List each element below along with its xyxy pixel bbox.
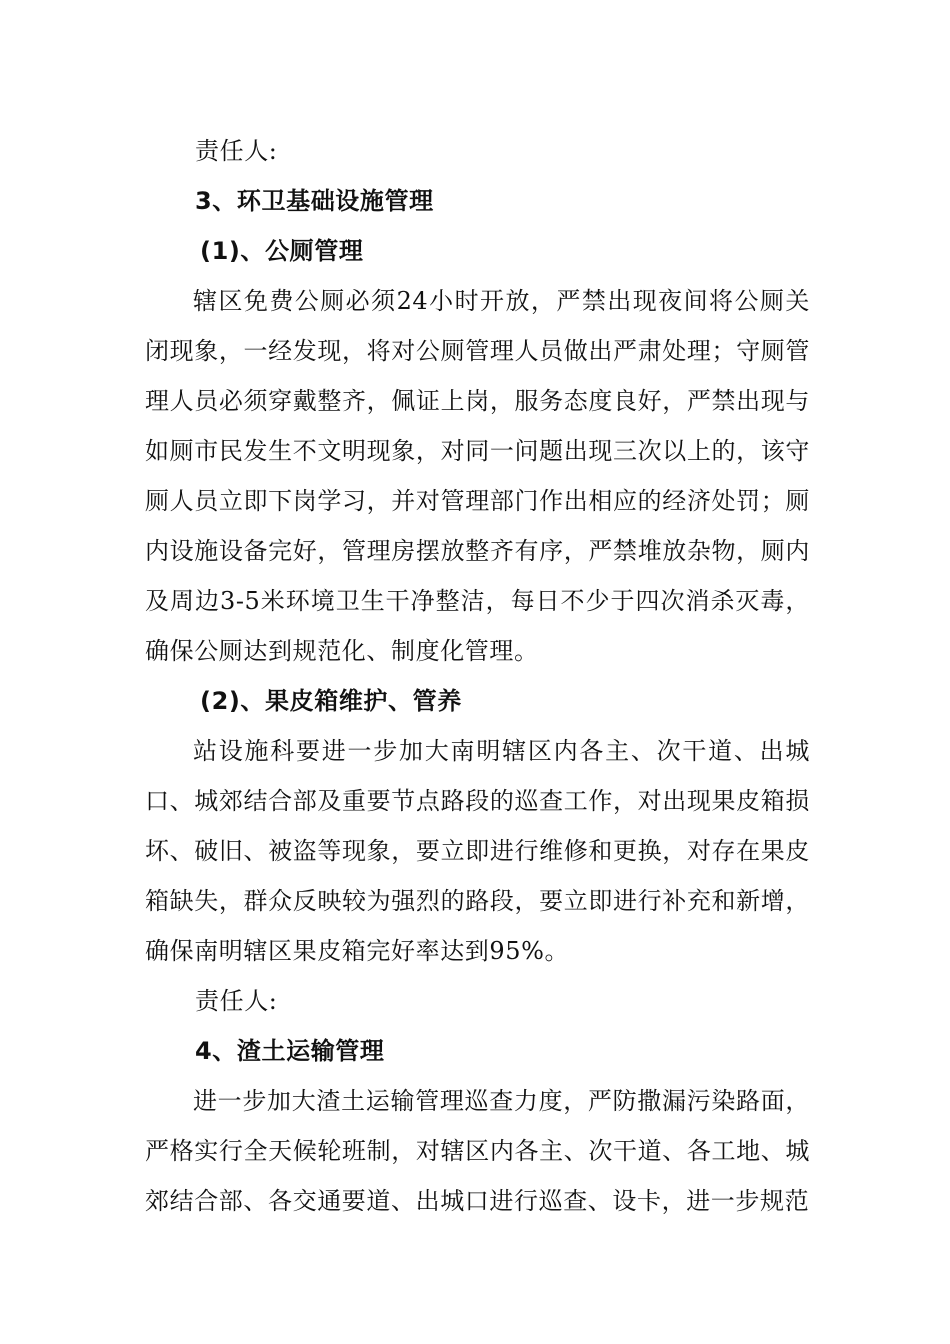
document-body [145, 126, 810, 1226]
section-heading-3: 3、环卫基础设施管理 [195, 187, 434, 215]
subsection-heading-2: (2)、果皮箱维护、管养 [200, 687, 462, 715]
responsible-person-label: 责任人: [195, 987, 278, 1015]
trash-bin-paragraph: 站设施科要进一步加大南明辖区内各主、次干道、出城口、城郊结合部及重要节点路段的巡查工作，对出现果皮箱损坏、破旧、被盗等现象，要立即进行维修和更换，对存在果皮箱缺失，群众反映较为强烈的路段，要立即进行补充和新增，确保南明辖区果皮箱完好率达到95%。 [145, 737, 810, 965]
subsection-heading-1: (1)、公厕管理 [200, 237, 364, 265]
muck-transport-paragraph: 进一步加大渣土运输管理巡查力度，严防撒漏污染路面，严格实行全天候轮班制，对辖区内各主、次干道、各工地、城郊结合部、各交通要道、出城口进行巡查、设卡，进一步规范 [145, 1087, 810, 1215]
section-heading-4: 4、渣土运输管理 [195, 1037, 385, 1065]
responsible-person-label: 责任人: [195, 137, 278, 165]
public-toilet-paragraph: 辖区免费公厕必须24小时开放，严禁出现夜间将公厕关闭现象，一经发现，将对公厕管理人员做出严肃处理；守厕管理人员必须穿戴整齐，佩证上岗，服务态度良好，严禁出现与如厕市民发生不文明现象，对同一问题出现三次以上的，该守厕人员立即下岗学习，并对管理部门作出相应的经济处罚；厕内设施设备完好，管理房摆放整齐有序，严禁堆放杂物，厕内及周边3-5米环境卫生干净整洁，每日不少于四次消杀灭毒，确保公厕达到规范化、制度化管理。 [145, 287, 810, 665]
